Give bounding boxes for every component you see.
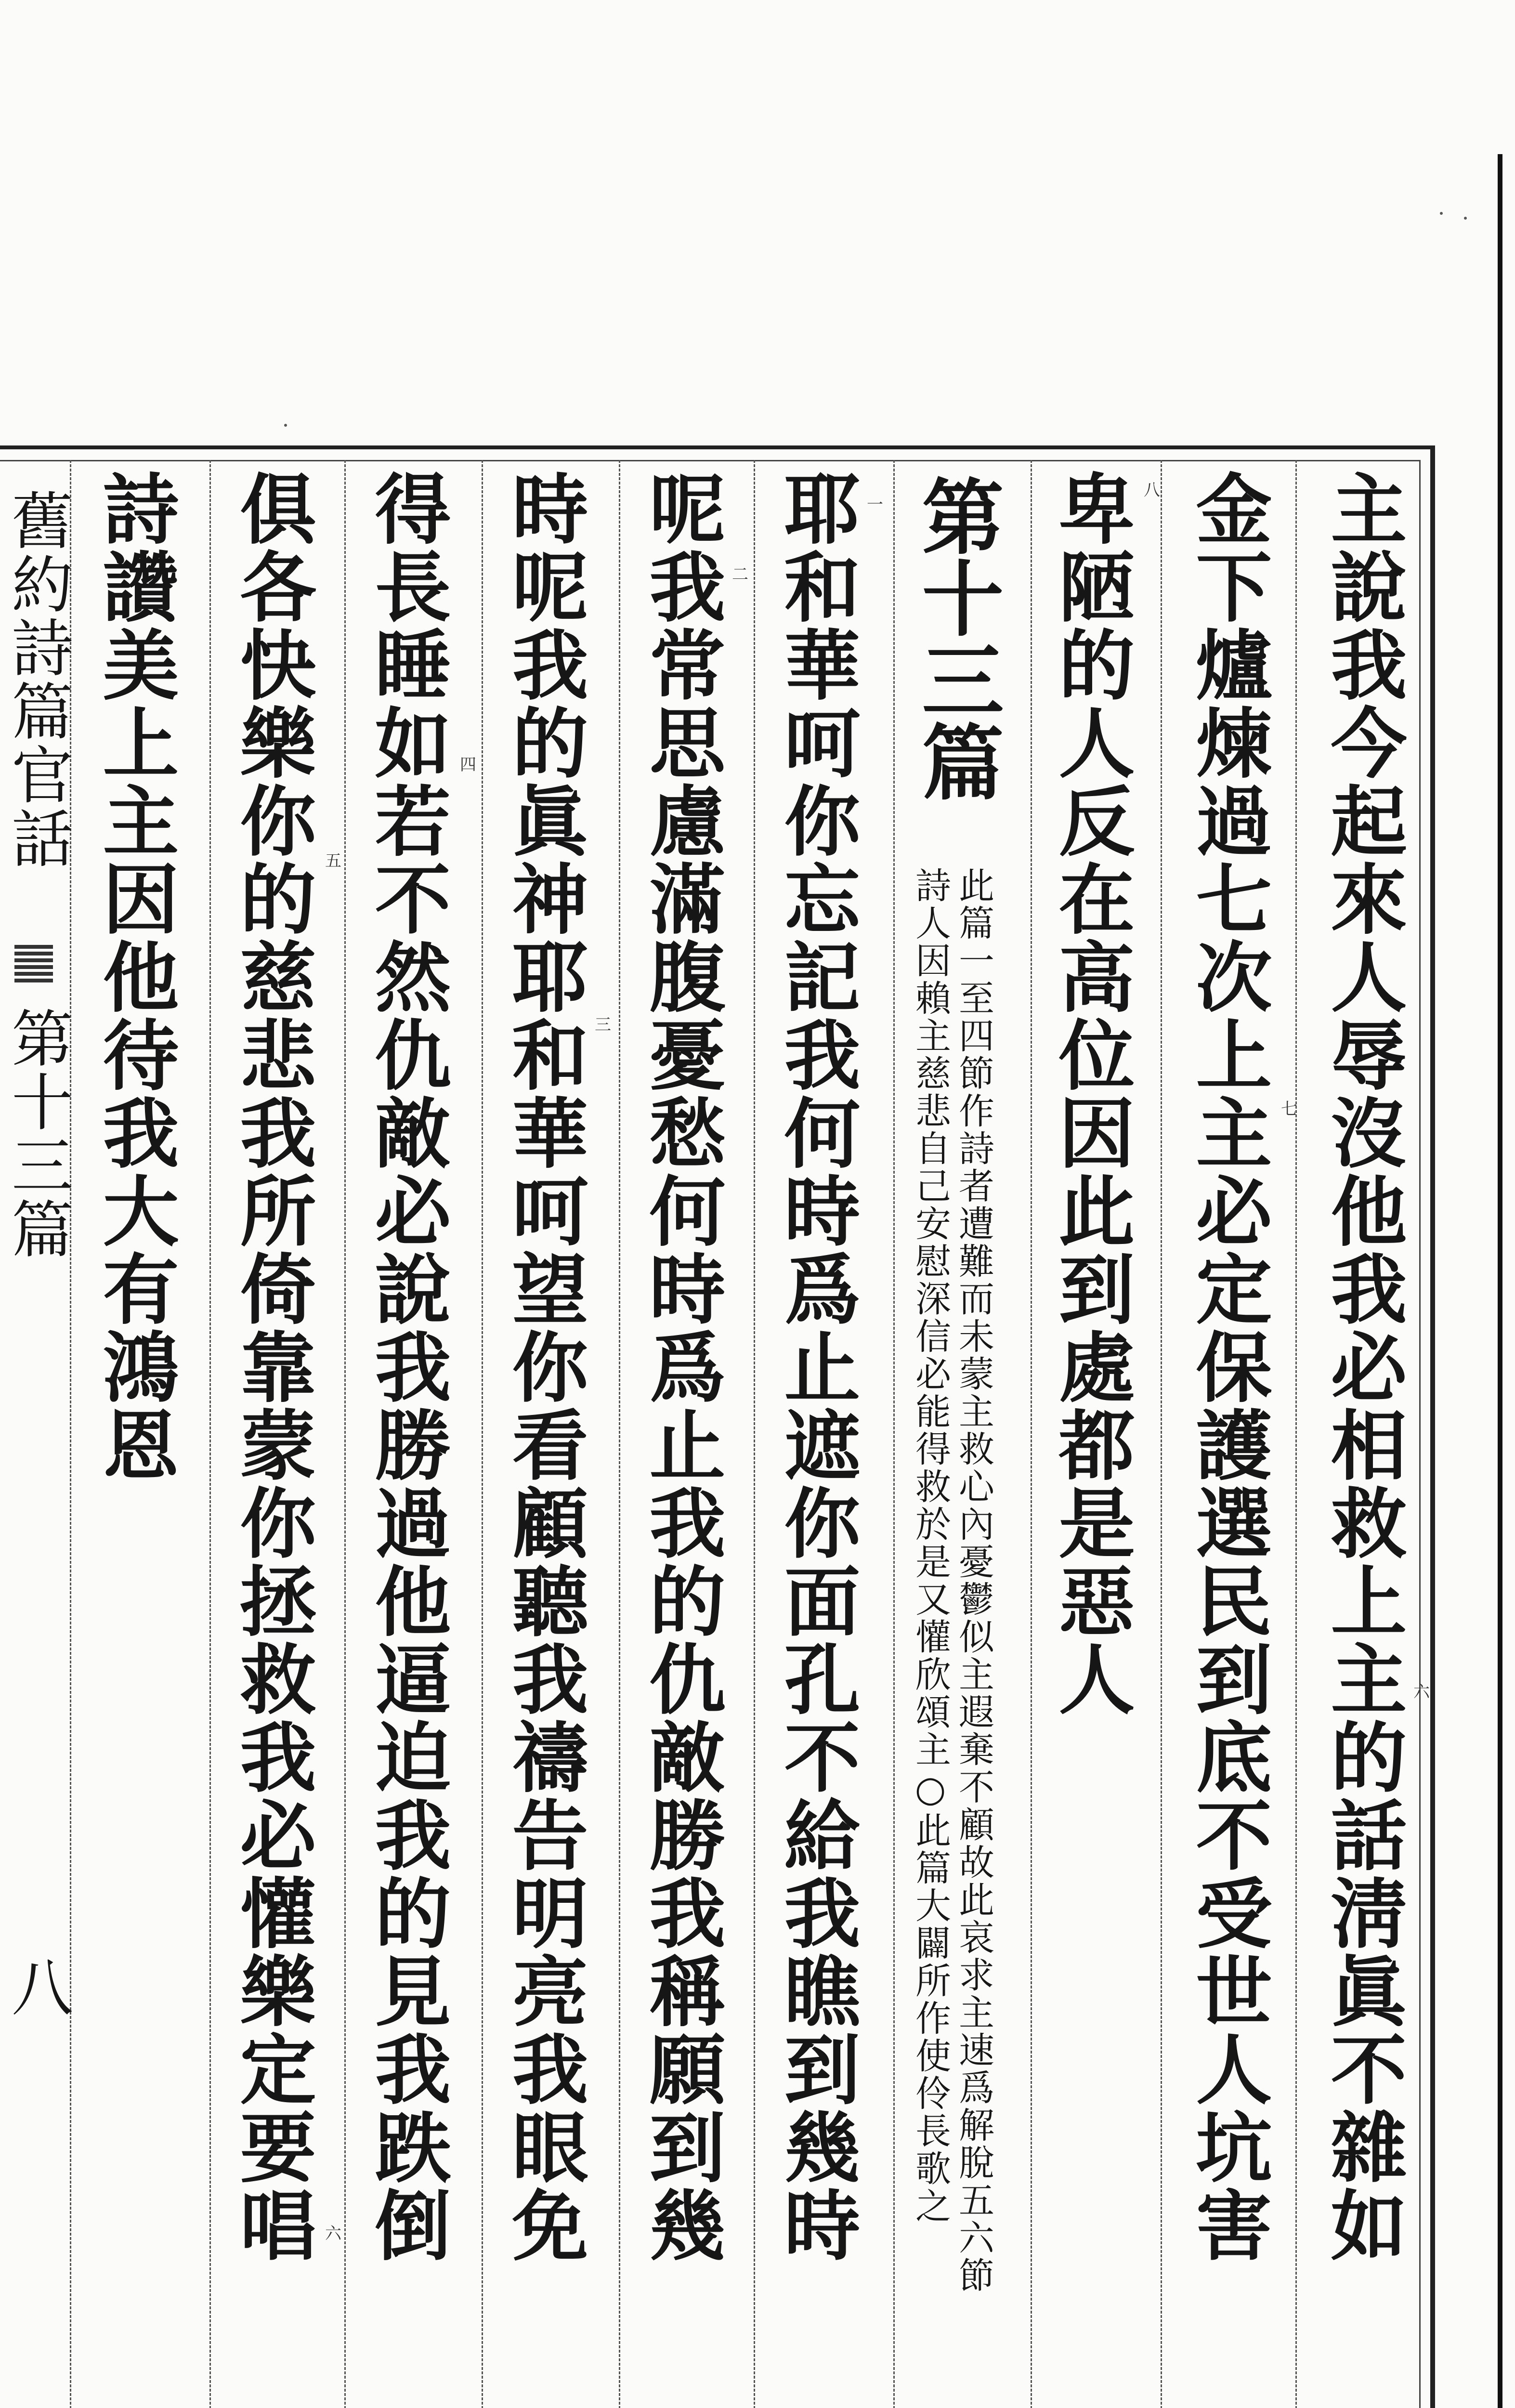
column-divider xyxy=(619,460,620,2408)
column-divider xyxy=(754,460,755,2408)
column-divider xyxy=(1295,460,1297,2408)
speck xyxy=(1464,217,1467,220)
verse-number: 四 xyxy=(460,755,476,774)
chapter-summary-line-2: 詩人因賴主慈悲自己安慰深信必能得救於是又懽欣頌主○此篇大闢所作使伶長歌之 xyxy=(910,867,951,2225)
column-divider xyxy=(1031,460,1032,2408)
verse-number: 二 xyxy=(732,565,748,584)
column-divider xyxy=(1161,460,1162,2408)
verse-number: 六 xyxy=(325,2224,341,2243)
verse-column-2: 呢我常思慮滿腹憂愁何時爲止我的仇敵勝我稱願到幾 xyxy=(637,470,726,2264)
verse-number: 七 xyxy=(1281,1099,1297,1119)
column-divider xyxy=(344,460,346,2408)
section-label: 第十三篇 xyxy=(1,1007,73,1261)
section-marker xyxy=(14,944,53,982)
column-divider xyxy=(482,460,483,2408)
text-column-1: 主說我今起來人辱沒他我必相救上主的話淸眞不雜如 xyxy=(1318,470,1407,2264)
text-column-3: 卑陋的人反在高位因此到處都是惡人 xyxy=(1046,470,1135,1718)
column-divider xyxy=(209,460,211,2408)
speck xyxy=(284,424,287,427)
book-title: 舊約詩篇官話 xyxy=(1,489,73,870)
verse-number: 五 xyxy=(325,851,341,871)
verse-column-4: 得長睡如若不然仇敵必說我勝過他逼迫我的見我跌倒 xyxy=(362,470,451,2264)
chapter-title: 第十三篇 xyxy=(908,474,1004,802)
verse-number: 六 xyxy=(1413,1682,1430,1701)
page-number: 八 xyxy=(1,1955,73,2019)
column-divider xyxy=(893,460,895,2408)
verse-column-3: 時呢我的眞神耶和華呵望你看顧聽我禱告明亮我眼免 xyxy=(499,470,588,2264)
verse-column-1: 耶和華呵你忘記我何時爲止遮你面孔不給我瞧到幾時 xyxy=(771,470,861,2264)
verse-number: 三 xyxy=(595,1015,611,1034)
speck xyxy=(1440,212,1443,215)
page-edge xyxy=(1498,154,1502,2408)
verse-column-6: 詩讚美上主因他待我大有鴻恩 xyxy=(90,470,179,1484)
chapter-summary-line-1: 此篇一至四節作詩者遭難而未蒙主救心內憂鬱似主遐棄不顧故此哀求主速爲解脫五六節 xyxy=(953,867,994,2294)
verse-number: 一 xyxy=(867,495,883,514)
text-column-2: 金下爐煉過七次上主必定保護選民到底不受世人坑害 xyxy=(1183,470,1272,2264)
verse-column-5: 俱各快樂你的慈悲我所倚靠蒙你拯救我必懽樂定要唱 xyxy=(227,470,316,2264)
verse-number: 八 xyxy=(1144,481,1160,500)
